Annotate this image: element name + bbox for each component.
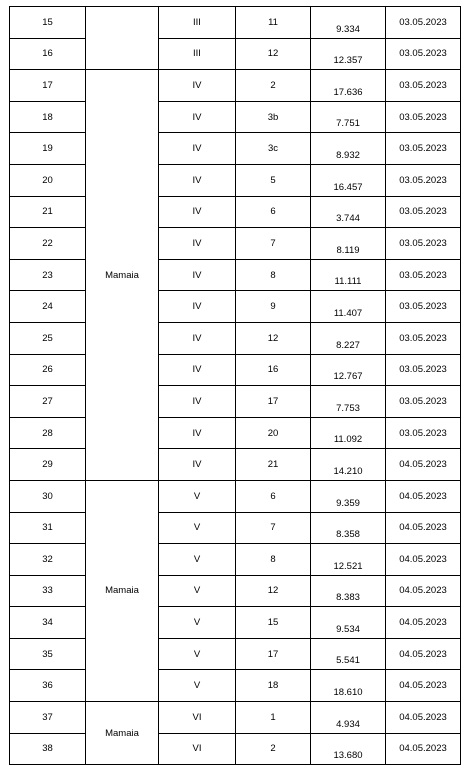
value-cell: 7.753 bbox=[311, 386, 386, 418]
row-number: 29 bbox=[10, 449, 86, 481]
table-row bbox=[10, 133, 461, 165]
table-row bbox=[10, 228, 461, 260]
zone-cell: IV bbox=[159, 164, 236, 196]
sector-cell: 12 bbox=[236, 322, 311, 354]
table-row bbox=[10, 101, 461, 133]
date-cell: 03.05.2023 bbox=[386, 259, 461, 291]
sector-cell: 7 bbox=[236, 228, 311, 260]
row-number: 25 bbox=[10, 322, 86, 354]
date-cell: 03.05.2023 bbox=[386, 70, 461, 102]
sector-cell: 5 bbox=[236, 164, 311, 196]
zone-cell: V bbox=[159, 575, 236, 607]
date-cell: 04.05.2023 bbox=[386, 733, 461, 765]
table-row bbox=[10, 291, 461, 323]
row-number: 22 bbox=[10, 228, 86, 260]
row-number: 31 bbox=[10, 512, 86, 544]
row-number: 21 bbox=[10, 196, 86, 228]
table-row bbox=[10, 607, 461, 639]
zone-cell: IV bbox=[159, 417, 236, 449]
zone-cell: VI bbox=[159, 702, 236, 734]
sector-cell: 15 bbox=[236, 607, 311, 639]
value-cell: 8.119 bbox=[311, 228, 386, 260]
location-cell: Mamaia bbox=[86, 480, 159, 701]
row-number: 26 bbox=[10, 354, 86, 386]
sector-cell: 11 bbox=[236, 7, 311, 39]
table-row bbox=[10, 638, 461, 670]
row-number: 17 bbox=[10, 70, 86, 102]
zone-cell: V bbox=[159, 480, 236, 512]
value-cell: 9.334 bbox=[311, 7, 386, 39]
value-cell: 12.357 bbox=[311, 38, 386, 70]
date-cell: 03.05.2023 bbox=[386, 38, 461, 70]
row-number: 28 bbox=[10, 417, 86, 449]
date-cell: 03.05.2023 bbox=[386, 354, 461, 386]
sector-cell: 16 bbox=[236, 354, 311, 386]
value-cell: 18.610 bbox=[311, 670, 386, 702]
value-cell: 13.680 bbox=[311, 733, 386, 765]
table-row bbox=[10, 512, 461, 544]
date-cell: 03.05.2023 bbox=[386, 164, 461, 196]
zone-cell: V bbox=[159, 670, 236, 702]
value-cell: 16.457 bbox=[311, 164, 386, 196]
table-row bbox=[10, 38, 461, 70]
zone-cell: IV bbox=[159, 196, 236, 228]
value-cell: 4.934 bbox=[311, 702, 386, 734]
sector-cell: 8 bbox=[236, 544, 311, 576]
table-row bbox=[10, 354, 461, 386]
value-cell: 12.521 bbox=[311, 544, 386, 576]
table-row bbox=[10, 322, 461, 354]
zone-cell: V bbox=[159, 512, 236, 544]
date-cell: 03.05.2023 bbox=[386, 322, 461, 354]
zone-cell: III bbox=[159, 7, 236, 39]
date-cell: 03.05.2023 bbox=[386, 291, 461, 323]
value-cell: 8.358 bbox=[311, 512, 386, 544]
table-row bbox=[10, 480, 461, 512]
zone-cell: IV bbox=[159, 322, 236, 354]
value-cell: 11.407 bbox=[311, 291, 386, 323]
date-cell: 04.05.2023 bbox=[386, 575, 461, 607]
table-row bbox=[10, 449, 461, 481]
value-cell: 8.383 bbox=[311, 575, 386, 607]
row-number: 23 bbox=[10, 259, 86, 291]
date-cell: 03.05.2023 bbox=[386, 417, 461, 449]
sector-cell: 3b bbox=[236, 101, 311, 133]
value-cell: 11.111 bbox=[311, 259, 386, 291]
value-cell: 3.744 bbox=[311, 196, 386, 228]
location-cell bbox=[86, 7, 159, 70]
table-row bbox=[10, 544, 461, 576]
zone-cell: VI bbox=[159, 733, 236, 765]
sector-cell: 17 bbox=[236, 386, 311, 418]
zone-cell: IV bbox=[159, 133, 236, 165]
row-number: 37 bbox=[10, 702, 86, 734]
date-cell: 03.05.2023 bbox=[386, 228, 461, 260]
value-cell: 8.932 bbox=[311, 133, 386, 165]
sector-cell: 17 bbox=[236, 638, 311, 670]
row-number: 16 bbox=[10, 38, 86, 70]
inventory-table-container bbox=[9, 6, 461, 765]
value-cell: 9.534 bbox=[311, 607, 386, 639]
zone-cell: IV bbox=[159, 449, 236, 481]
date-cell: 03.05.2023 bbox=[386, 133, 461, 165]
sector-cell: 6 bbox=[236, 196, 311, 228]
sector-cell: 2 bbox=[236, 733, 311, 765]
date-cell: 04.05.2023 bbox=[386, 670, 461, 702]
row-number: 33 bbox=[10, 575, 86, 607]
date-cell: 03.05.2023 bbox=[386, 196, 461, 228]
date-cell: 04.05.2023 bbox=[386, 702, 461, 734]
row-number: 30 bbox=[10, 480, 86, 512]
zone-cell: IV bbox=[159, 101, 236, 133]
table-row bbox=[10, 259, 461, 291]
location-cell: Mamaia bbox=[86, 70, 159, 481]
date-cell: 04.05.2023 bbox=[386, 544, 461, 576]
zone-cell: IV bbox=[159, 354, 236, 386]
table-row bbox=[10, 733, 461, 765]
row-number: 32 bbox=[10, 544, 86, 576]
row-number: 35 bbox=[10, 638, 86, 670]
table-row bbox=[10, 702, 461, 734]
table-row bbox=[10, 670, 461, 702]
value-cell: 9.359 bbox=[311, 480, 386, 512]
value-cell: 12.767 bbox=[311, 354, 386, 386]
value-cell: 17.636 bbox=[311, 70, 386, 102]
date-cell: 04.05.2023 bbox=[386, 638, 461, 670]
row-number: 24 bbox=[10, 291, 86, 323]
sector-cell: 7 bbox=[236, 512, 311, 544]
table-row bbox=[10, 70, 461, 102]
value-cell: 8.227 bbox=[311, 322, 386, 354]
date-cell: 03.05.2023 bbox=[386, 386, 461, 418]
location-cell: Mamaia bbox=[86, 702, 159, 765]
value-cell: 11.092 bbox=[311, 417, 386, 449]
value-cell: 5.541 bbox=[311, 638, 386, 670]
row-number: 15 bbox=[10, 7, 86, 39]
inventory-table bbox=[9, 6, 461, 765]
zone-cell: IV bbox=[159, 386, 236, 418]
zone-cell: IV bbox=[159, 70, 236, 102]
row-number: 34 bbox=[10, 607, 86, 639]
sector-cell: 18 bbox=[236, 670, 311, 702]
zone-cell: III bbox=[159, 38, 236, 70]
sector-cell: 9 bbox=[236, 291, 311, 323]
zone-cell: IV bbox=[159, 291, 236, 323]
zone-cell: IV bbox=[159, 228, 236, 260]
row-number: 18 bbox=[10, 101, 86, 133]
sector-cell: 8 bbox=[236, 259, 311, 291]
date-cell: 04.05.2023 bbox=[386, 607, 461, 639]
table-row bbox=[10, 196, 461, 228]
zone-cell: V bbox=[159, 607, 236, 639]
value-cell: 7.751 bbox=[311, 101, 386, 133]
table-row bbox=[10, 386, 461, 418]
value-cell: 14.210 bbox=[311, 449, 386, 481]
date-cell: 04.05.2023 bbox=[386, 512, 461, 544]
date-cell: 03.05.2023 bbox=[386, 101, 461, 133]
row-number: 36 bbox=[10, 670, 86, 702]
date-cell: 04.05.2023 bbox=[386, 480, 461, 512]
sector-cell: 21 bbox=[236, 449, 311, 481]
table-row bbox=[10, 417, 461, 449]
sector-cell: 1 bbox=[236, 702, 311, 734]
table-row bbox=[10, 575, 461, 607]
row-number: 20 bbox=[10, 164, 86, 196]
sector-cell: 12 bbox=[236, 38, 311, 70]
zone-cell: V bbox=[159, 638, 236, 670]
zone-cell: V bbox=[159, 544, 236, 576]
zone-cell: IV bbox=[159, 259, 236, 291]
row-number: 19 bbox=[10, 133, 86, 165]
table-row bbox=[10, 7, 461, 39]
sector-cell: 20 bbox=[236, 417, 311, 449]
sector-cell: 2 bbox=[236, 70, 311, 102]
date-cell: 04.05.2023 bbox=[386, 449, 461, 481]
sector-cell: 3c bbox=[236, 133, 311, 165]
row-number: 27 bbox=[10, 386, 86, 418]
sector-cell: 12 bbox=[236, 575, 311, 607]
table-row bbox=[10, 164, 461, 196]
row-number: 38 bbox=[10, 733, 86, 765]
sector-cell: 6 bbox=[236, 480, 311, 512]
date-cell: 03.05.2023 bbox=[386, 7, 461, 39]
